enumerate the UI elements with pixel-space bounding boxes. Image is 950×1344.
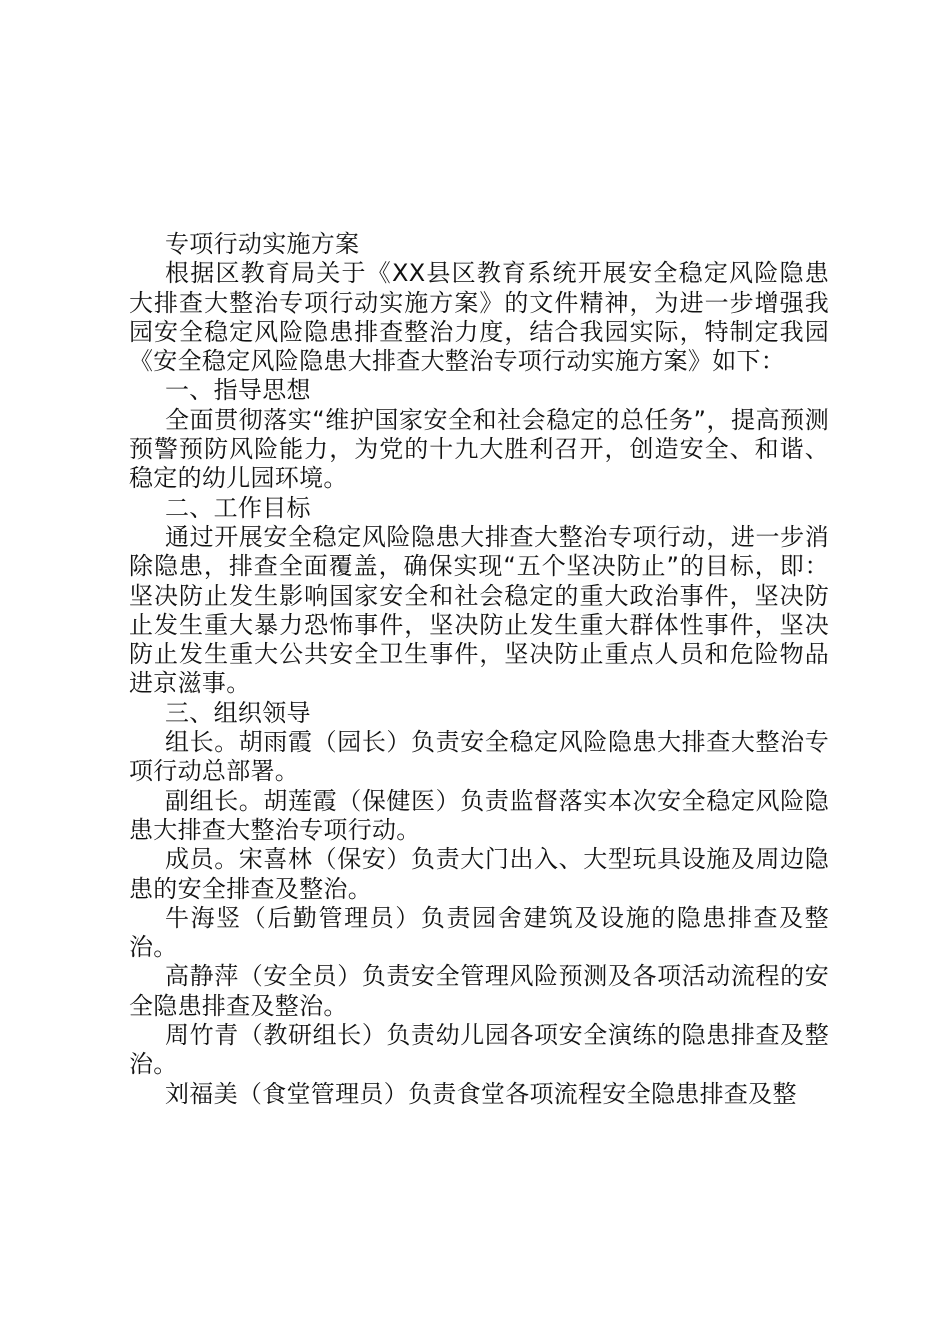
paragraph-member-zhou: 周竹青（教研组长）负责幼儿园各项安全演练的隐患排查及整治。 — [129, 1021, 829, 1079]
paragraph-group-leader: 组长。胡雨霞（园长）负责安全稳定风险隐患大排查大整治专项行动总部署。 — [129, 728, 829, 786]
paragraph-member-niu: 牛海竖（后勤管理员）负责园舍建筑及设施的隐患排查及整治。 — [129, 903, 829, 962]
section-heading-organization: 三、组织领导 — [165, 698, 311, 727]
document-title: 专项行动实施方案 — [165, 230, 360, 258]
paragraph-member-gao: 高静萍（安全员）负责安全管理风险预测及各项活动流程的安全隐患排查及整治。 — [129, 962, 829, 1020]
paragraph-member-song: 成员。宋喜林（保安）负责大门出入、大型玩具设施及周边隐患的安全排查及整治。 — [129, 845, 829, 903]
section-heading-work-goals: 二、工作目标 — [165, 493, 311, 522]
document-body — [129, 230, 829, 1109]
paragraph-intro: 根据区教育局关于《XX县区教育系统开展安全稳定风险隐患大排查大整治专项行动实施方案》的文件精神，为进一步增强我园安全稳定风险隐患排查整治力度，结合我园实际，特制定我园《安全稳定风险隐患大排查大整治专项行动实施方案》如下： — [129, 259, 829, 376]
paragraph-deputy-leader: 副组长。胡莲霞（保健医）负责监督落实本次安全稳定风险隐患大排查大整治专项行动。 — [129, 786, 829, 844]
section-heading-guiding-ideology: 一、指导思想 — [165, 376, 311, 405]
paragraph-member-liu: 刘福美（食堂管理员）负责食堂各项流程安全隐患排查及整 — [165, 1079, 797, 1108]
paragraph-guiding-ideology: 全面贯彻落实“维护国家安全和社会稳定的总任务”，提高预测预警预防风险能力，为党的十九大胜利召开，创造安全、和谐、稳定的幼儿园环境。 — [129, 405, 829, 493]
paragraph-work-goals: 通过开展安全稳定风险隐患大排查大整治专项行动，进一步消除隐患，排查全面覆盖，确保实现“五个坚决防止”的目标，即：坚决防止发生影响国家安全和社会稳定的重大政治事件，坚决防止发生重大暴力恐怖事件，坚决防止发生重大群体性事件，坚决防止发生重大公共安全卫生事件，坚决防止重点人员和危险物品进京滋事。 — [129, 522, 829, 698]
